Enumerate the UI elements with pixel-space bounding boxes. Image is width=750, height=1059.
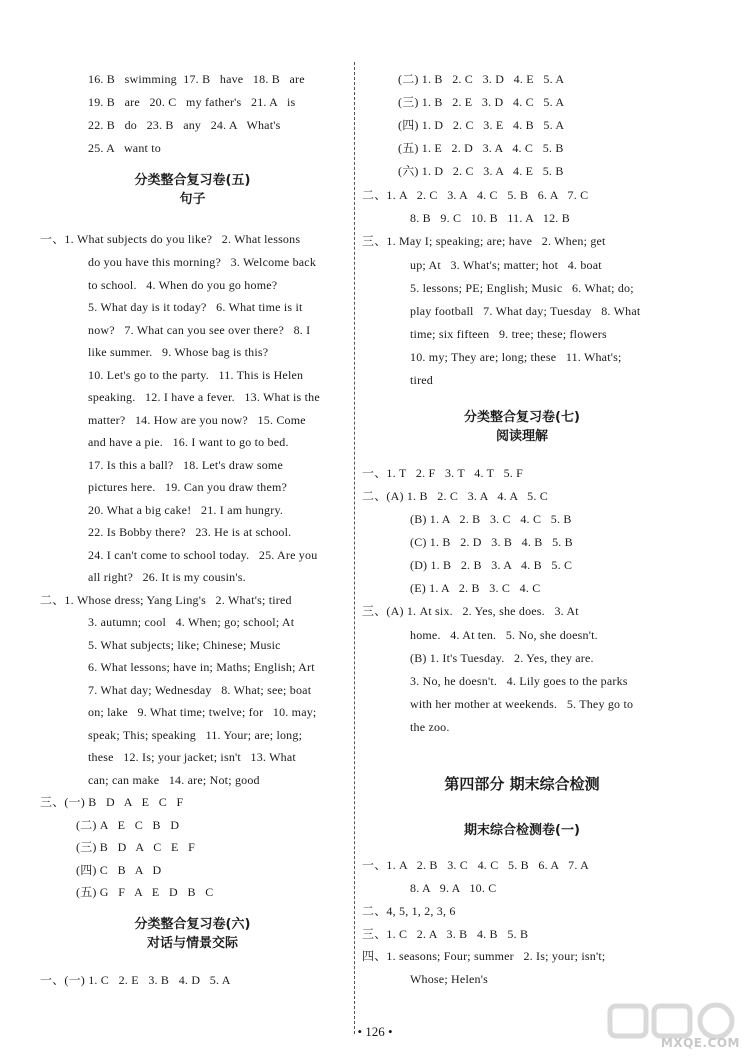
answer-line: 25. A want to — [88, 141, 162, 155]
answer-line: 一、1. T 2. F 3. T 4. T 5. F — [362, 466, 524, 480]
answer-line: speak; This; speaking 11. Your; are; long; — [88, 728, 303, 742]
answer-line: 6. What lessons; have in; Maths; English; Art — [88, 660, 315, 674]
answer-line: 17. Is this a ball? 18. Let's draw some — [88, 458, 283, 472]
answer-line: (四) C B A D — [76, 863, 162, 877]
column-divider — [354, 62, 356, 1034]
answer-line: now? 7. What can you see over there? 8. I — [88, 323, 311, 337]
section-title: 分类整合复习卷(五) — [134, 173, 251, 188]
answer-line: 20. What a big cake! 21. I am hungry. — [88, 503, 284, 517]
answer-line: matter? 14. How are you now? 15. Come — [88, 413, 306, 427]
page-number: • 126 • — [357, 1024, 393, 1039]
answer-line: (五) 1. E 2. D 3. A 4. C 5. B — [398, 141, 564, 155]
answer-line: up; At 3. What's; matter; hot 4. boat — [410, 258, 602, 272]
answer-line: 一、(一) 1. C 2. E 3. B 4. D 5. A — [40, 973, 231, 987]
answer-line: these 12. Is; your jacket; isn't 13. What — [88, 750, 296, 764]
answer-line: 三、1. C 2. A 3. B 4. B 5. B — [362, 927, 529, 941]
answer-line: 一、1. What subjects do you like? 2. What lessons — [40, 232, 301, 246]
answer-line: 二、1. A 2. C 3. A 4. C 5. B 6. A 7. C — [362, 188, 589, 202]
answer-line: speaking. 12. I have a fever. 13. What is the — [88, 390, 320, 404]
answer-line: 二、4, 5, 1, 2, 3, 6 — [362, 904, 456, 918]
answer-line: pictures here. 19. Can you draw them? — [88, 480, 288, 494]
answer-line: 5. What day is it today? 6. What time is it — [88, 300, 303, 314]
answer-line: 三、(A) 1. At six. 2. Yes, she does. 3. At — [362, 604, 579, 618]
answer-line: (二) A E C B D — [76, 818, 180, 832]
answer-line: (三) B D A C E F — [76, 840, 196, 854]
answer-line: 10. Let's go to the party. 11. This is Helen — [88, 368, 304, 382]
section-title: 期末综合检测卷(一) — [464, 823, 580, 838]
answer-line: 8. B 9. C 10. B 11. A 12. B — [410, 211, 570, 225]
answer-line: home. 4. At ten. 5. No, she doesn't. — [410, 628, 598, 642]
answer-line: (D) 1. B 2. B 3. A 4. B 5. C — [410, 558, 573, 572]
answer-line: 5. lessons; PE; English; Music 6. What; do; — [410, 281, 634, 295]
answer-line: (五) G F A E D B C — [76, 885, 214, 899]
answer-line: 四、1. seasons; Four; summer 2. Is; your; isn't; — [362, 949, 606, 963]
answer-line: 二、(A) 1. B 2. C 3. A 4. A 5. C — [362, 489, 548, 503]
answer-line: the zoo. — [410, 720, 450, 734]
answer-line: 3. No, he doesn't. 4. Lily goes to the parks — [410, 674, 628, 688]
answer-line: Whose; Helen's — [410, 972, 488, 986]
answer-line: (C) 1. B 2. D 3. B 4. B 5. B — [410, 535, 573, 549]
section-subtitle: 对话与情景交际 — [146, 936, 238, 951]
answer-line: 10. my; They are; long; these 11. What's; — [410, 350, 622, 364]
answer-line: 22. B do 23. B any 24. A What's — [88, 118, 281, 132]
answer-line: 一、1. A 2. B 3. C 4. C 5. B 6. A 7. A — [362, 858, 589, 872]
section-title: 分类整合复习卷(七) — [464, 410, 580, 425]
answer-line: 8. A 9. A 10. C — [410, 881, 497, 895]
answer-line: 24. I can't come to school today. 25. Are you — [88, 548, 318, 562]
answer-line: can; can make 14. are; Not; good — [88, 773, 260, 787]
answer-line: 3. autumn; cool 4. When; go; school; At — [88, 615, 295, 629]
watermark-text: MXQE.COM — [660, 1036, 740, 1050]
answer-line: do you have this morning? 3. Welcome back — [88, 255, 317, 269]
answer-line: (三) 1. B 2. E 3. D 4. C 5. A — [398, 95, 565, 109]
answer-line: 三、(一) B D A E C F — [40, 795, 184, 809]
answer-line: and have a pie. 16. I want to go to bed. — [88, 435, 289, 449]
answer-line: 22. Is Bobby there? 23. He is at school. — [88, 525, 292, 539]
answer-line: on; lake 9. What time; twelve; for 10. may; — [88, 705, 317, 719]
answer-line: all right? 26. It is my cousin's. — [88, 570, 246, 584]
answer-line: (B) 1. It's Tuesday. 2. Yes, they are. — [410, 651, 594, 665]
section-title: 分类整合复习卷(六) — [134, 917, 251, 932]
section-subtitle: 阅读理解 — [495, 429, 548, 444]
answer-line: to school. 4. When do you go home? — [88, 278, 278, 292]
answer-line: 19. B are 20. C my father's 21. A is — [88, 95, 296, 109]
answer-line: (四) 1. D 2. C 3. E 4. B 5. A — [398, 118, 565, 132]
answer-line: tired — [410, 373, 433, 387]
answer-line: 二、1. Whose dress; Yang Ling's 2. What's; tired — [40, 593, 292, 607]
answer-line: 三、1. May I; speaking; are; have 2. When; get — [362, 234, 606, 248]
answer-line: (E) 1. A 2. B 3. C 4. C — [410, 581, 541, 595]
part-title: 第四部分 期末综合检测 — [444, 775, 600, 793]
answer-line: time; six fifteen 9. tree; these; flowers — [410, 327, 607, 341]
answer-line: (二) 1. B 2. C 3. D 4. E 5. A — [398, 72, 565, 86]
answer-line: like summer. 9. Whose bag is this? — [88, 345, 269, 359]
answer-line: 5. What subjects; like; Chinese; Music — [88, 638, 281, 652]
answer-line: with her mother at weekends. 5. They go to — [410, 697, 634, 711]
section-subtitle: 句子 — [179, 192, 206, 207]
answer-line: (六) 1. D 2. C 3. A 4. E 5. B — [398, 164, 564, 178]
answer-line: (B) 1. A 2. B 3. C 4. C 5. B — [410, 512, 572, 526]
answer-line: 16. B swimming 17. B have 18. B are — [88, 72, 305, 86]
answer-line: 7. What day; Wednesday 8. What; see; boat — [88, 683, 312, 697]
answer-line: play football 7. What day; Tuesday 8. What — [410, 304, 641, 318]
